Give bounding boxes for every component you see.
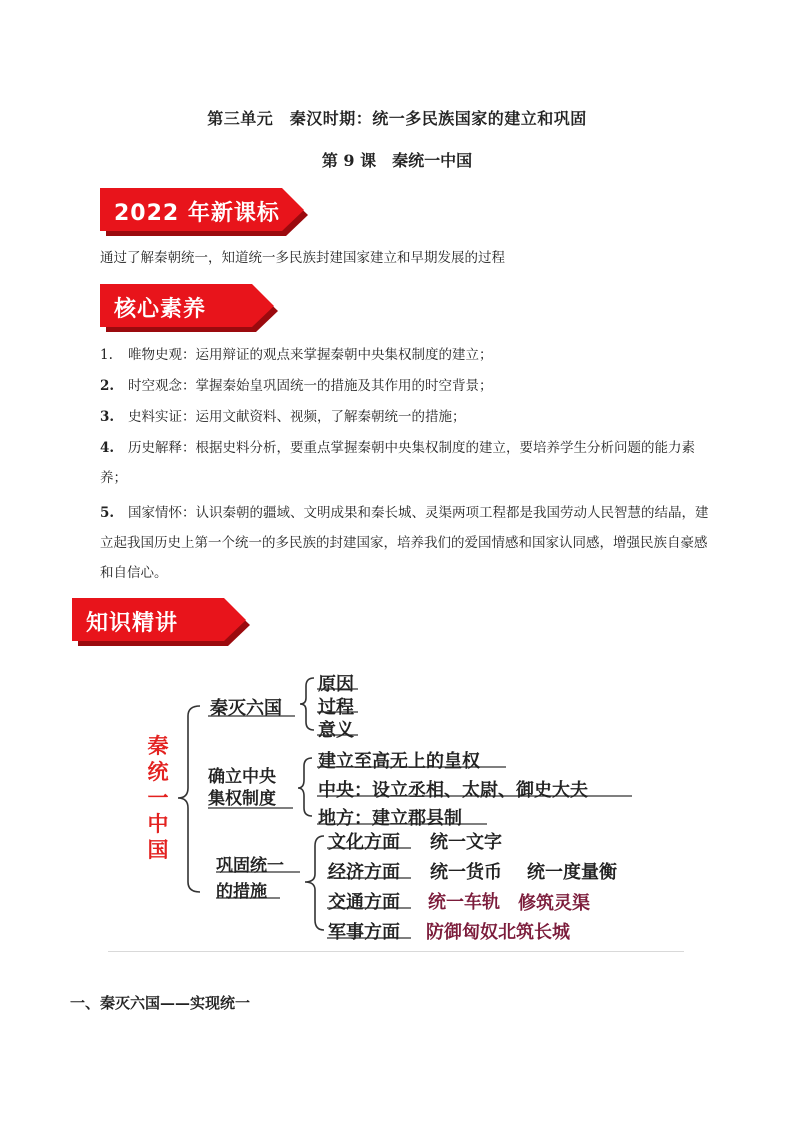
branch-qin-conquers: 秦灭六国 bbox=[210, 698, 282, 719]
measure-area-culture: 文化方面 bbox=[328, 832, 400, 853]
branch-label-line: 集权制度 bbox=[208, 789, 276, 809]
core-item-text: 历史解释：根据史料分析，要重点掌握秦朝中央集权制度的建立，要培养学生分析问题的能力素养； bbox=[100, 440, 695, 486]
leaf-imperial-power: 建立至高无上的皇权 bbox=[318, 751, 480, 772]
unit-title: 第三单元 秦汉时期：统一多民族国家的建立和巩固 bbox=[207, 109, 587, 128]
core-item-number: 1. bbox=[100, 347, 113, 363]
diagram-root-char: 统 bbox=[147, 760, 169, 784]
measure-unify-currency: 统一货币 bbox=[430, 862, 502, 883]
core-item-text: 时空观念：掌握秦始皇巩固统一的措施及其作用的时空背景； bbox=[128, 378, 493, 394]
core-item-text: 唯物史观：运用辩证的观点来掌握秦朝中央集权制度的建立； bbox=[128, 347, 493, 363]
banner-curriculum-label: 2022 年新课标 bbox=[114, 201, 280, 226]
measure-unify-script: 统一文字 bbox=[430, 832, 502, 853]
core-item-number: 4. bbox=[100, 440, 115, 456]
measure-area-military: 军事方面 bbox=[328, 922, 400, 943]
core-item-number: 2. bbox=[100, 378, 115, 394]
banner-knowledge-label: 知识精讲 bbox=[86, 611, 179, 636]
diagram-root-char: 一 bbox=[147, 786, 169, 810]
leaf-central-officials: 中央：设立丞相、太尉、御史大夫 bbox=[318, 780, 588, 801]
curriculum-text: 通过了解秦朝统一，知道统一多民族封建国家建立和早期发展的过程 bbox=[100, 250, 505, 266]
leaf-significance: 意义 bbox=[318, 720, 354, 741]
branch-label-line: 确立中央 bbox=[208, 767, 276, 787]
core-item-text: 国家情怀：认识秦朝的疆域、文明成果和秦长城、灵渠两项工程都是我国劳动人民智慧的结晶，建立起我国历史上第一个统一的多民族的封建国家，培养我们的爱国情感和国家认同感，增强民族自豪感和自信心。 bbox=[100, 505, 709, 581]
measure-unify-weights: 统一度量衡 bbox=[527, 862, 617, 883]
measure-area-economy: 经济方面 bbox=[328, 862, 400, 883]
measure-great-wall: 防御匈奴北筑长城 bbox=[426, 922, 570, 943]
lesson-title: 第 9 课 秦统一中国 bbox=[321, 151, 473, 170]
diagram-root-char: 国 bbox=[147, 838, 169, 862]
branch-label-line: 巩固统一 bbox=[216, 856, 284, 876]
measure-unify-axle: 统一车轨 bbox=[428, 892, 500, 913]
diagram-root-char: 秦 bbox=[147, 734, 169, 758]
leaf-process: 过程 bbox=[318, 697, 354, 718]
core-item-number: 5. bbox=[100, 505, 115, 521]
leaf-prefecture-system: 地方：建立郡县制 bbox=[318, 808, 462, 829]
section-heading: 一、秦灭六国——实现统一 bbox=[70, 994, 251, 1012]
measure-lingqu-canal: 修筑灵渠 bbox=[518, 893, 590, 914]
core-item-number: 3. bbox=[100, 409, 115, 425]
core-item-text: 史料实证：运用文献资料、视频，了解秦朝统一的措施； bbox=[128, 409, 466, 425]
branch-label-line: 的措施 bbox=[216, 882, 267, 902]
banner-core-literacy-label: 核心素养 bbox=[114, 297, 207, 322]
divider-line bbox=[108, 951, 684, 952]
branch-consolidation bbox=[216, 853, 284, 905]
branch-centralization bbox=[208, 766, 276, 810]
leaf-cause: 原因 bbox=[318, 674, 354, 695]
measure-area-transport: 交通方面 bbox=[328, 892, 400, 913]
diagram-root bbox=[144, 733, 172, 863]
diagram-root-char: 中 bbox=[147, 812, 169, 836]
